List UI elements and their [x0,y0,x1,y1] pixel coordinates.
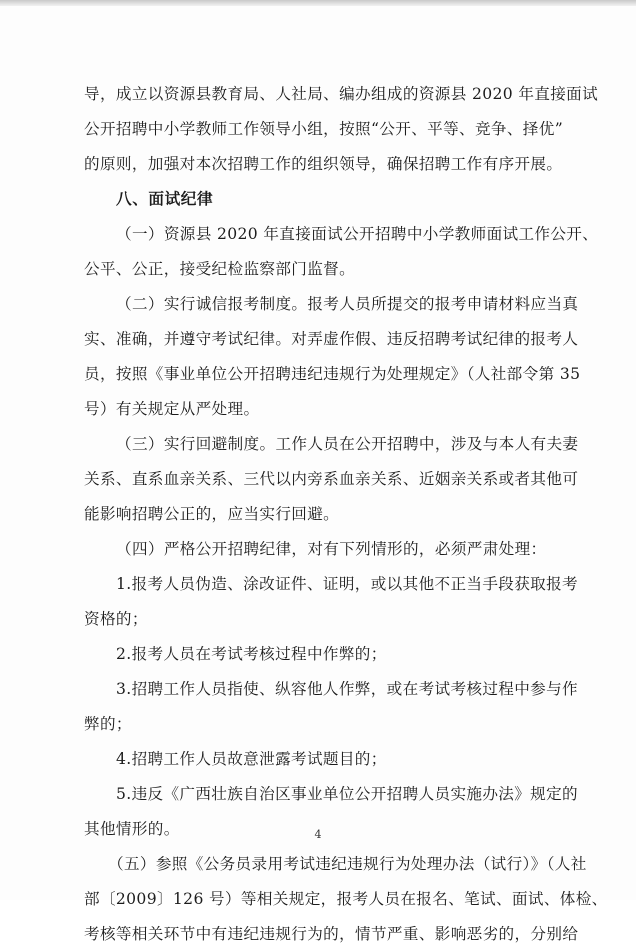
body-line: 考核等相关环节中有违纪违规行为的，情节严重、影响恶劣的，分别给 [84,925,579,943]
body-line: 员，按照《事业单位公开招聘违纪违规行为处理规定》（人社部令第 35 [84,365,581,383]
list-item-line: 3.招聘工作人员指使、纵容他人作弊，或在考试考核过程中参与作 [116,680,579,698]
list-item-line: 其他情形的。 [84,820,180,838]
body-line: 的原则，加强对本次招聘工作的组织领导，确保招聘工作有序开展。 [84,155,563,173]
list-item-line: 4.招聘工作人员故意泄露考试题目的； [116,750,387,768]
list-item-line: 2.报考人员在考试考核过程中作弊的； [116,645,387,663]
scan-top-edge [0,0,636,6]
list-item-line: 1.报考人员伪造、涂改证件、证明，或以其他不正当手段获取报考 [116,575,579,593]
body-line: 关系、直系血亲关系、三代以内旁系血亲关系、近姻亲关系或者其他可 [84,470,579,488]
body-line: （二）实行诚信报考制度。报考人员所提交的报考申请材料应当真 [116,295,579,313]
body-line: 公开招聘中小学教师工作领导小组，按照“公开、平等、竞争、择优” [84,120,564,138]
body-line: 号）有关规定从严处理。 [84,400,260,418]
section-heading: 八、面试纪律 [116,190,214,208]
body-line: 公平、公正，接受纪检监察部门监督。 [84,260,356,278]
body-line: （三）实行回避制度。工作人员在公开招聘中，涉及与本人有夫妻 [116,435,579,453]
list-item-line: 资格的； [84,610,148,628]
list-item-line: 5.违反《广西壮族自治区事业单位公开招聘人员实施办法》规定的 [116,785,579,803]
list-item-line: 弊的； [84,715,132,733]
page-number: 4 [314,828,322,841]
body-line: 实、准确，并遵守考试纪律。对弄虚作假、违反招聘考试纪律的报考人 [84,330,579,348]
body-line: 能影响招聘公正的，应当实行回避。 [84,505,340,523]
body-line: （四）严格公开招聘纪律，对有下列情形的，必须严肃处理： [116,540,547,558]
body-line: （一）资源县 2020 年直接面试公开招聘中小学教师面试工作公开、 [116,225,599,243]
body-line: （五）参照《公务员录用考试违纪违规行为处理办法（试行）》（人社 [108,855,587,873]
body-line: 导，成立以资源县教育局、人社局、编办组成的资源县 2020 年直接面试 [84,85,599,103]
body-line: 部〔2009〕126 号）等相关规定，报考人员在报名、笔试、面试、体检、 [84,890,608,908]
